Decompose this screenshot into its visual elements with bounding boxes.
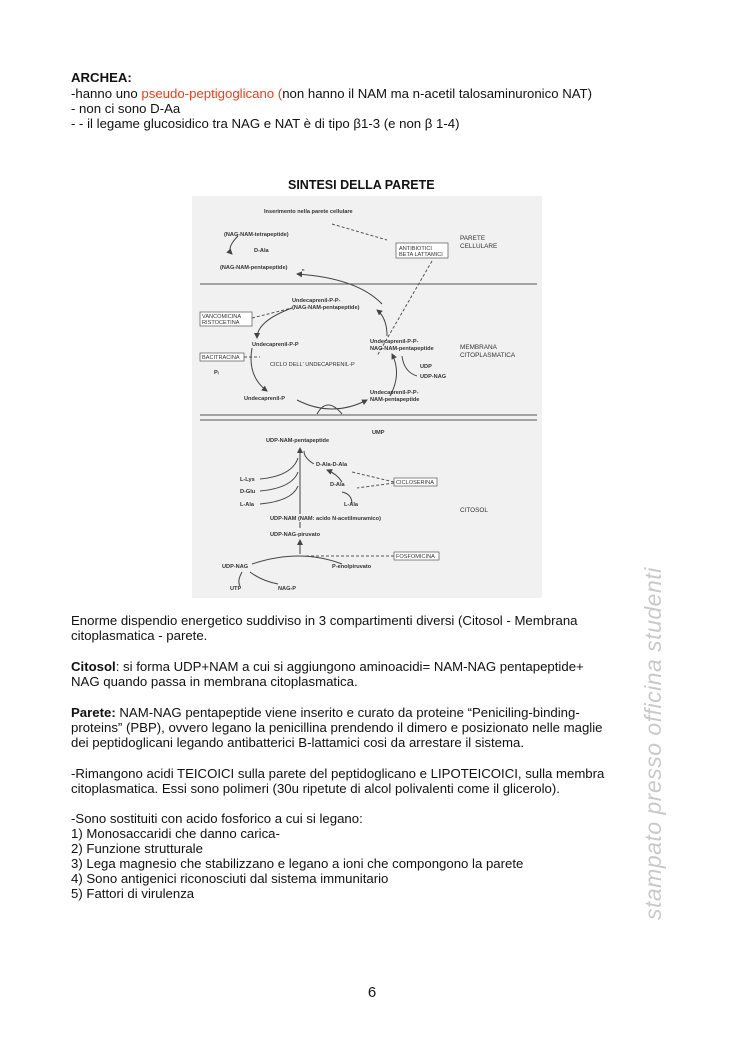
label-d-glu: D-Glu xyxy=(240,489,256,495)
p2-line-2: NAG quando passa in membrana citoplasmatica. xyxy=(71,674,358,689)
cell-wall-synthesis-diagram xyxy=(192,196,542,598)
label-undec-ppp-2: (NAG-NAM-pentapeptide) xyxy=(292,305,360,311)
arrow-l-lys xyxy=(260,458,298,479)
archea-line-1 xyxy=(71,86,592,101)
archea-line-1-rest: non hanno il NAM ma n-acetil talosaminuronico NAT) xyxy=(282,86,592,101)
dashed-link-ciclo-1 xyxy=(352,472,394,482)
label-antibiotici-2: BETA LATTAMICI xyxy=(399,252,443,258)
label-undec-nam-2: NAM-pentapeptide xyxy=(370,397,420,403)
p4-line-1: -Rimangono acidi TEICOICI sulla parete del peptidoglicano e LIPOTEICOICI, sulla membra xyxy=(71,766,605,781)
arrow-utp xyxy=(239,572,242,586)
label-ump: UMP xyxy=(372,430,385,436)
label-bacitracina: BACITRACINA xyxy=(202,355,240,361)
region-cytosol: CITOSOL xyxy=(460,507,488,514)
p5-line-4: 3) Lega magnesio che stabilizzano e legano a ioni che compongono la parete xyxy=(71,856,524,871)
arrow-udp-nag xyxy=(402,356,417,376)
p5-line-3: 2) Funzione strutturale xyxy=(71,841,203,856)
region-membrane-2: CITOPLASMATICA xyxy=(460,352,516,359)
arrow-dala-dala xyxy=(304,451,314,464)
arrow-udp-nam-in xyxy=(317,405,342,414)
p1-line-2: citoplasmatica - parete. xyxy=(71,628,208,643)
branch-bottom xyxy=(252,556,342,564)
figure-title: SINTESI DELLA PARETE xyxy=(288,178,435,192)
label-undec-ppp-1: Undecaprenil-P-P- xyxy=(292,298,341,304)
arrow-nag-p xyxy=(250,572,278,584)
label-undec-nag-nam-2: NAG-NAM-pentapeptide xyxy=(370,346,434,352)
label-utp: UTP xyxy=(230,586,242,592)
label-undec-nam-1: Undecaprenil-P-P- xyxy=(370,390,419,396)
label-pi: Pᵢ xyxy=(214,370,219,376)
dashed-link-ciclo-2 xyxy=(357,483,394,488)
label-n-subscript: n xyxy=(302,267,305,272)
arrow-cycle-left xyxy=(257,308,292,338)
archea-line-2: - non ci sono D-Aa xyxy=(71,101,181,116)
arrow-d-ala-up xyxy=(327,470,342,482)
p2-line-1-text: : si forma UDP+NAM a cui si aggiungono aminoacidi= NAM-NAG pentapeptide+ xyxy=(115,659,584,674)
label-l-ala: L-Ala xyxy=(240,502,254,508)
arrow-cycle-bottom xyxy=(297,400,367,409)
label-udp-nag-piruvato: UDP-NAG-piruvato xyxy=(270,532,321,538)
label-undec-nag-nam-1: Undecaprenil-P-P- xyxy=(370,339,419,345)
label-d-ala-top: D-Ala xyxy=(254,248,269,254)
arrow-l-ala xyxy=(260,486,298,504)
label-d-ala-d-ala: D-Ala-D-Ala xyxy=(316,462,348,468)
label-undec-pp: Undecaprenil-P-P xyxy=(252,342,299,348)
label-udp-nam-def: UDP-NAM (NAM: acido N-acetilmuramico) xyxy=(270,516,381,522)
p3-line-3: dei peptidoglicani legando antibatterici B-lattamici cosi da arrestare il sistema. xyxy=(71,735,524,750)
label-udp: UDP xyxy=(420,364,432,370)
label-d-ala: D-Ala xyxy=(330,482,345,488)
citosol-label: Citosol xyxy=(71,659,116,674)
p3-line-2: proteins” (PBP), ovvero legano la penicillina prendendo il dimero e posizionato nelle maglie xyxy=(71,720,603,735)
label-nag-nam-penta-n: (NAG-NAM-pentapeptide) xyxy=(220,265,288,271)
label-nag-nam-tetra: (NAG-NAM-tetrapeptide) xyxy=(224,232,289,238)
region-wall-1: PARETE xyxy=(460,235,486,242)
region-wall-2: CELLULARE xyxy=(460,243,498,250)
dashed-link-vanco xyxy=(252,308,292,318)
label-vancomicina-2: RISTOCETINA xyxy=(202,320,240,326)
dashed-link-top xyxy=(332,224,387,240)
pseudo-peptidoglycan-highlight: pseudo-peptigoglicano ( xyxy=(141,86,283,101)
arrow-cycle-left-down xyxy=(251,348,267,391)
label-l-lys: L-Lys xyxy=(240,477,255,483)
label-l-ala-2: L-Ala xyxy=(344,502,358,508)
region-membrane-1: MEMBRANA xyxy=(460,344,497,351)
label-udp-nag-bottom: UDP-NAG xyxy=(222,564,249,570)
p3-line-1 xyxy=(71,705,580,720)
label-cicloserina: CICLOSERINA xyxy=(396,480,434,486)
label-fosfomicina: FOSFOMICINA xyxy=(396,554,435,560)
p5-line-6: 5) Fattori di virulenza xyxy=(71,886,195,901)
p1-line-1: Enorme dispendio energetico suddiviso in 3 compartimenti diversi (Citosol - Membrana xyxy=(71,613,578,628)
label-nag-p: NAG-P xyxy=(278,586,297,592)
arrow-tetra xyxy=(230,236,238,254)
watermark-text: stampato presso officina studenti xyxy=(640,567,666,920)
p3-line-1-text: NAM-NAG pentapeptide viene inserito e curato da proteine “Peniciling-binding- xyxy=(115,705,580,720)
parete-label: Parete: xyxy=(71,705,116,720)
label-cycle: CICLO DELL' UNDECAPRENIL-P xyxy=(270,362,355,368)
arrow-cycle-right-up xyxy=(377,310,387,336)
label-p-enolpiruvato: P-enolpiruvato xyxy=(332,564,372,570)
label-insertion: Inserimento nella parete cellulare xyxy=(264,209,353,215)
archea-line-3: - - il legame glucosidico tra NAG e NAT è di tipo β1-3 (e non β 1-4) xyxy=(71,116,460,131)
label-undec-p: Undecaprenil-P xyxy=(244,396,286,402)
p5-line-1: -Sono sostituiti con acido fosforico a cui si legano: xyxy=(71,811,363,826)
label-vancomicina-1: VANCOMICINA xyxy=(202,314,242,320)
p5-line-5: 4) Sono antigenici riconosciuti dal sistema immunitario xyxy=(71,871,389,886)
p5-line-2: 1) Monosaccaridi che danno carica- xyxy=(71,826,280,841)
label-antibiotici-1: ANTIBIOTICI xyxy=(399,246,432,252)
label-udp-nag: UDP-NAG xyxy=(420,374,447,380)
archea-line-1-text: -hanno uno xyxy=(71,86,142,101)
p4-line-2: citoplasmatica. Essi sono polimeri (30u ripetute di alcol polivalenti come il glicerolo). xyxy=(71,781,560,796)
p2-line-1 xyxy=(71,659,584,674)
archea-heading: ARCHEA: xyxy=(71,70,132,85)
page-number: 6 xyxy=(367,984,377,1001)
label-udp-nam-penta: UDP-NAM-pentapeptide xyxy=(266,438,330,444)
